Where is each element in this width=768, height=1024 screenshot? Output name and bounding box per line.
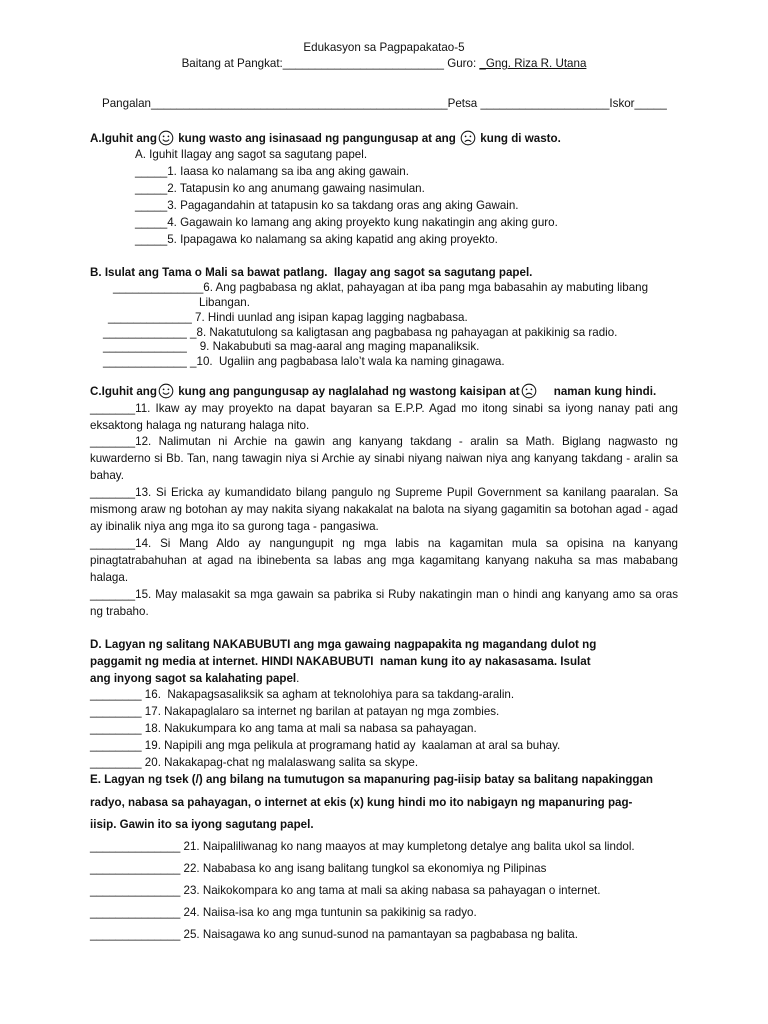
subject-title: Edukasyon sa Pagpapakatao-5: [303, 41, 465, 54]
smiley-face-icon: [158, 130, 174, 146]
smiley-face-icon: [158, 383, 174, 399]
section-d-item: ________ 20. Nakakapag-chat ng malalaswang salita sa skype.: [90, 756, 419, 769]
section-e-item: ______________ 24. Naiisa-isa ko ang mga tuntunin sa pakikinig sa radyo.: [90, 906, 477, 919]
class-teacher-line: [0, 56, 768, 72]
section-e-title-line: E. Lagyan ng tsek (/) ang bilang na tumutugon sa mapanuring pag-iisip batay sa balitang napakinggan: [90, 773, 654, 786]
section-a-item: _____3. Pagagandahin at tatapusin ko sa takdang oras ang aking Gawain.: [135, 199, 519, 212]
section-c-item: _______12. Nalimutan ni Archie na gawin ang kanyang takdang - aralin sa Math. Biglang nagwasto ng kuwarderno si Bb. Tan, nang tawagin niya si Archie ay sinabi niyang naiwan niya ang kanyang takdang - aralin sa bahay.: [90, 435, 678, 482]
section-e-item: ______________ 25. Naisagawa ko ang sunud-sunod na pamantayan sa pagbabasa ng balita.: [90, 928, 578, 941]
section-e-title-line: iisip. Gawin ito sa iyong sagutang papel.: [90, 818, 314, 831]
section-a-note: A. Iguhit Ilagay ang sagot sa sagutang papel.: [135, 148, 368, 161]
section-c-title: C.Iguhit ang kung ang pangungusap ay naglalahad ng wastong kaisipan at naman kung hindi.: [90, 385, 657, 398]
sad-face-icon: [460, 130, 476, 146]
section-e-item: ______________ 21. Naipaliliwanag ko nang maayos at may kumpletong detalye ang balita ukol sa lindol.: [90, 840, 635, 853]
section-a-item: _____4. Gagawain ko lamang ang aking proyekto kung nakatingin ang aking guro.: [135, 216, 558, 229]
section-d-title-line: ang inyong sagot sa kalahating papel.: [90, 672, 300, 685]
section-a-title: A.Iguhit ang kung wasto ang isinasaad ng pangungusap at ang kung di wasto.: [90, 132, 561, 145]
section-b-item-continuation: Libangan.: [199, 296, 250, 309]
baitang-label: Baitang at Pangkat:_________________________ Guro:: [181, 57, 480, 70]
section-b-item: _____________ _8. Nakatutulong sa kaligtasan ang pagbabasa ng pahayagan at pakikinig sa radio.: [103, 326, 618, 339]
section-c-item: _______13. Si Ericka ay kumandidato bilang pangulo ng Supreme Pupil Government sa kanilang paaralan. Sa mismong araw ng botohan ay may nakita siyang nakakalat na balota na siyang gagamitin sa botohan agad - agad ay ibinalik niya ang mga ito sa gurong taga - pangasiwa.: [90, 486, 678, 533]
section-b-item: _____________ _10. Ugaliin ang pagbabasa lalo’t wala ka naming ginagawa.: [103, 355, 505, 368]
teacher-name: _Gng. Riza R. Utana: [479, 57, 587, 70]
section-d-item: ________ 18. Nakukumpara ko ang tama at mali sa nabasa sa pahayagan.: [90, 722, 477, 735]
section-c-item: _______11. Ikaw ay may proyekto na dapat bayaran sa E.P.P. Agad mo itong sinabi sa iyong nanay pati ang eksaktong halaga ng naturang halaga nito.: [90, 402, 678, 432]
section-a-item: _____5. Ipapagawa ko nalamang sa aking kapatid ang aking proyekto.: [135, 233, 498, 246]
section-d-title-line: D. Lagyan ng salitang NAKABUBUTI ang mga gawaing nagpapakita ng magandang dulot ng: [90, 638, 597, 651]
section-d-item: ________ 17. Nakapaglalaro sa internet ng barilan at patayan ng mga zombies.: [90, 705, 500, 718]
sad-face-icon: [521, 383, 537, 399]
section-e-item: ______________ 22. Nababasa ko ang isang balitang tungkol sa ekonomiya ng Pilipinas: [90, 862, 547, 875]
section-d-title-line: paggamit ng media at internet. HINDI NAKABUBUTI naman kung ito ay nakasasama. Isulat: [90, 655, 591, 668]
section-b-item: _____________ 7. Hindi uunlad ang isipan kapag lagging nagbabasa.: [108, 311, 468, 324]
section-e-item: ______________ 23. Naikokompara ko ang tama at mali sa aking nabasa sa pahayagan o internet.: [90, 884, 601, 897]
section-b-item: ______________6. Ang pagbabasa ng aklat, pahayagan at iba pang mga babasahin ay mabuting libang: [113, 281, 649, 294]
section-c-item: _______14. Si Mang Aldo ay nangungupit ng mga labis na kagamitan mula sa opisina na kanyang pinagtatrabahuhan at agad na ibinebenta sa labas ang mga kagamitang kanyang nakuha sa mas mababang halaga.: [90, 537, 678, 584]
section-a-item: _____2. Tatapusin ko ang anumang gawaing nasimulan.: [135, 182, 425, 195]
section-c-item: _______15. May malasakit sa mga gawain sa pabrika si Ruby nakatingin man o hindi ang kanyang amo sa oras ng trabaho.: [90, 588, 678, 618]
section-b-item: _____________ 9. Nakabubuti sa mag-aaral ang maging mapanaliksik.: [103, 340, 480, 353]
section-e-title-line: radyo, nabasa sa pahayagan, o internet at ekis (x) kung hindi mo ito nabigayn ng mapanuring pag-: [90, 796, 633, 809]
section-a-item: _____1. Iaasa ko nalamang sa iba ang aking gawain.: [135, 165, 409, 178]
name-date-score-line: Pangalan______________________________________________Petsa ____________________Iskor_____: [102, 97, 667, 110]
section-d-item: ________ 16. Nakapagsasaliksik sa agham at teknolohiya para sa takdang-aralin.: [90, 688, 515, 701]
section-d-item: ________ 19. Napipili ang mga pelikula at programang hatid ay kaalaman at aral sa buhay.: [90, 739, 561, 752]
section-b-title: B. Isulat ang Tama o Mali sa bawat patlang. Ilagay ang sagot sa sagutang papel.: [90, 266, 533, 279]
